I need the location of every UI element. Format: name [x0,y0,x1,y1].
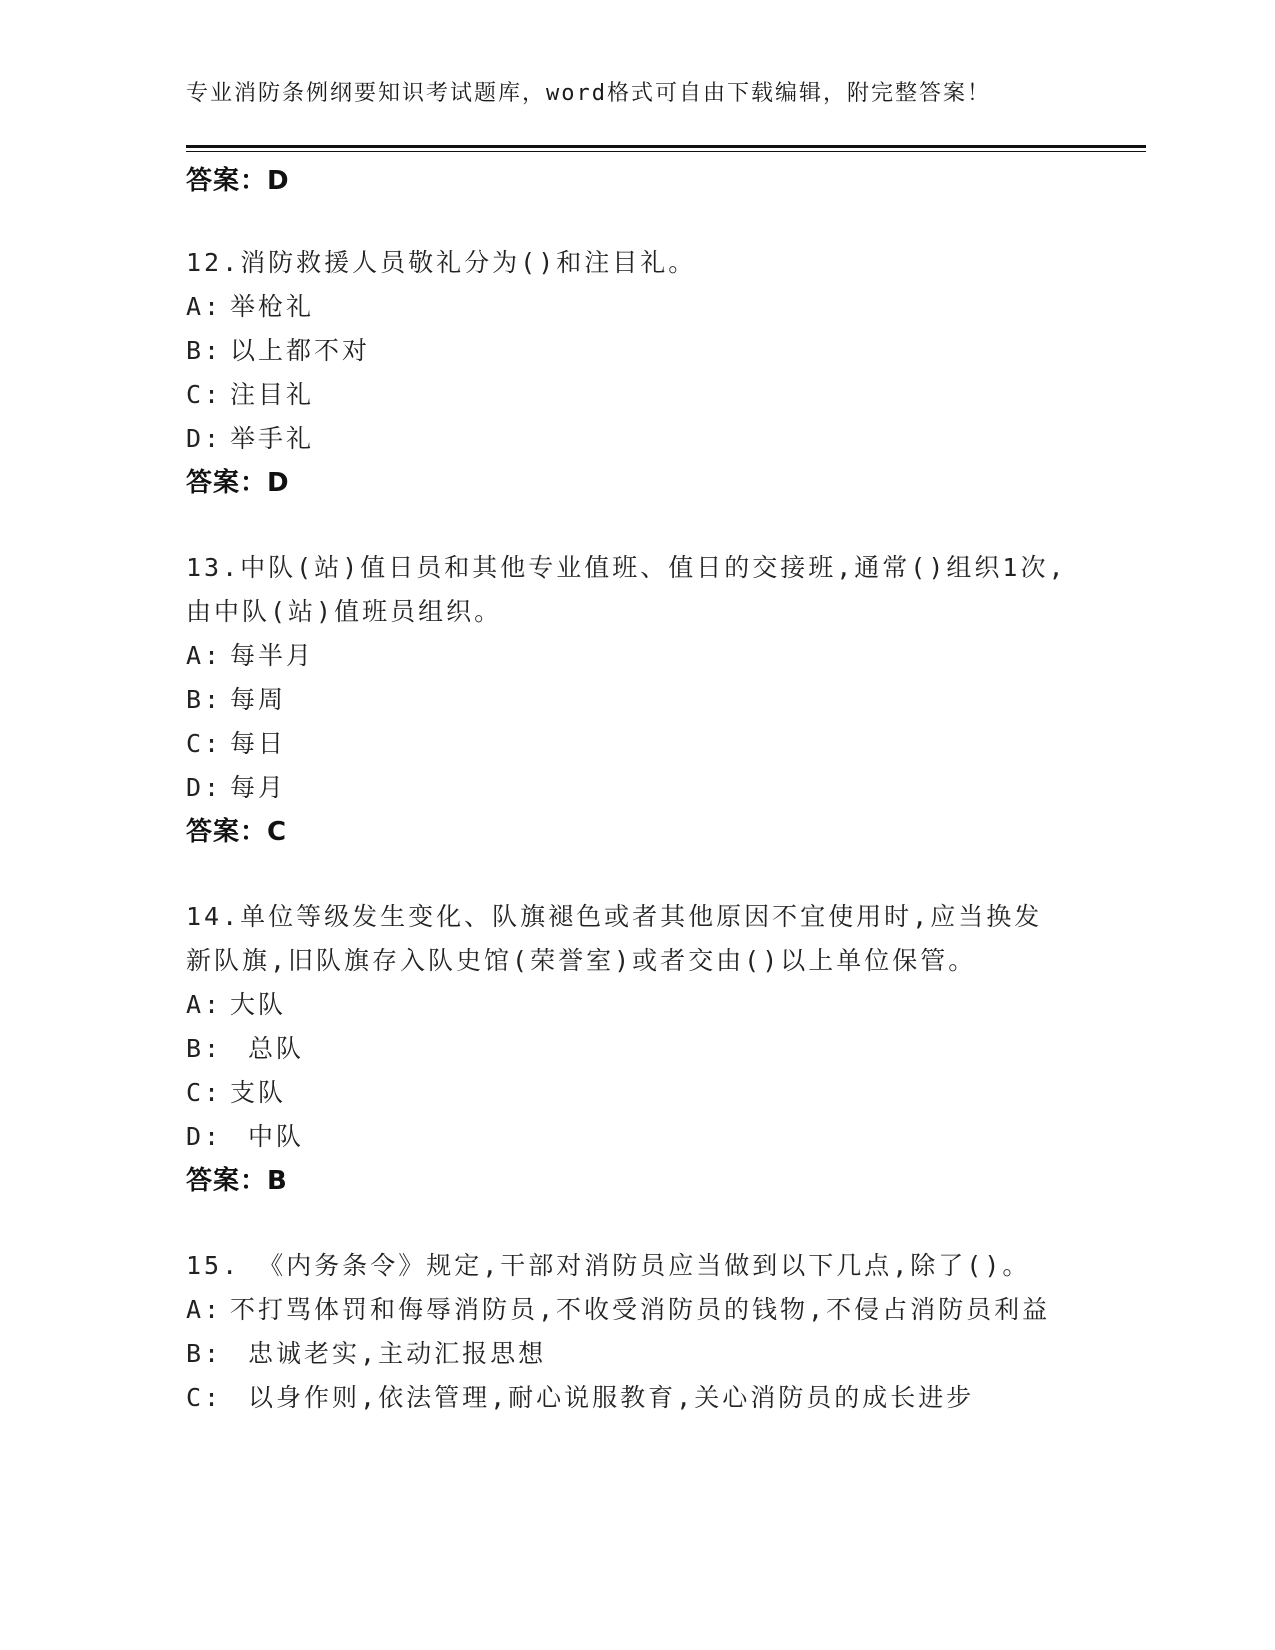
question-12-option-a: A: 举枪礼 [186,292,315,321]
question-13-option-b: B: 每周 [186,685,287,714]
question-14-option-c: C: 支队 [186,1078,287,1107]
question-13-stem-line-1: 13.中队(站)值日员和其他专业值班、值日的交接班,通常()组织1次, [186,553,1067,582]
question-12-option-b: B: 以上都不对 [186,336,371,365]
question-15-option-c: C: 以身作则,依法管理,耐心说服教育,关心消防员的成长进步 [186,1383,975,1412]
question-13-option-a: A: 每半月 [186,641,315,670]
question-14-stem-line-2: 新队旗,旧队旗存入队史馆(荣誉室)或者交由()以上单位保管。 [186,946,977,975]
question-14-stem-line-1: 14.单位等级发生变化、队旗褪色或者其他原因不宜使用时,应当换发 [186,902,1043,931]
question-12-answer: 答案：D [186,468,290,498]
question-13-stem-line-2: 由中队(站)值班员组织。 [186,597,503,626]
prev-answer: 答案：D [186,166,290,196]
page-header: 专业消防条例纲要知识考试题库，word格式可自由下载编辑，附完整答案！ [186,81,991,106]
question-14-option-d: D: 中队 [186,1122,305,1151]
header-rule-thin [186,151,1146,152]
question-15-stem: 15. 《内务条令》规定,干部对消防员应当做到以下几点,除了()。 [186,1251,1031,1280]
question-13-option-c: C: 每日 [186,729,287,758]
question-12-option-c: C: 注目礼 [186,380,315,409]
question-12-option-d: D: 举手礼 [186,424,315,453]
question-15-option-b: B: 忠诚老实,主动汇报思想 [186,1339,547,1368]
question-14-option-a: A: 大队 [186,990,287,1019]
header-rule-thick [186,145,1146,148]
question-15-option-a: A: 不打骂体罚和侮辱消防员,不收受消防员的钱物,不侵占消防员利益 [186,1295,1051,1324]
question-13-answer: 答案：C [186,817,288,847]
question-14-option-b: B: 总队 [186,1034,305,1063]
question-13-option-d: D: 每月 [186,773,287,802]
question-14-answer: 答案：B [186,1166,288,1196]
question-12-stem: 12.消防救援人员敬礼分为()和注目礼。 [186,248,697,277]
